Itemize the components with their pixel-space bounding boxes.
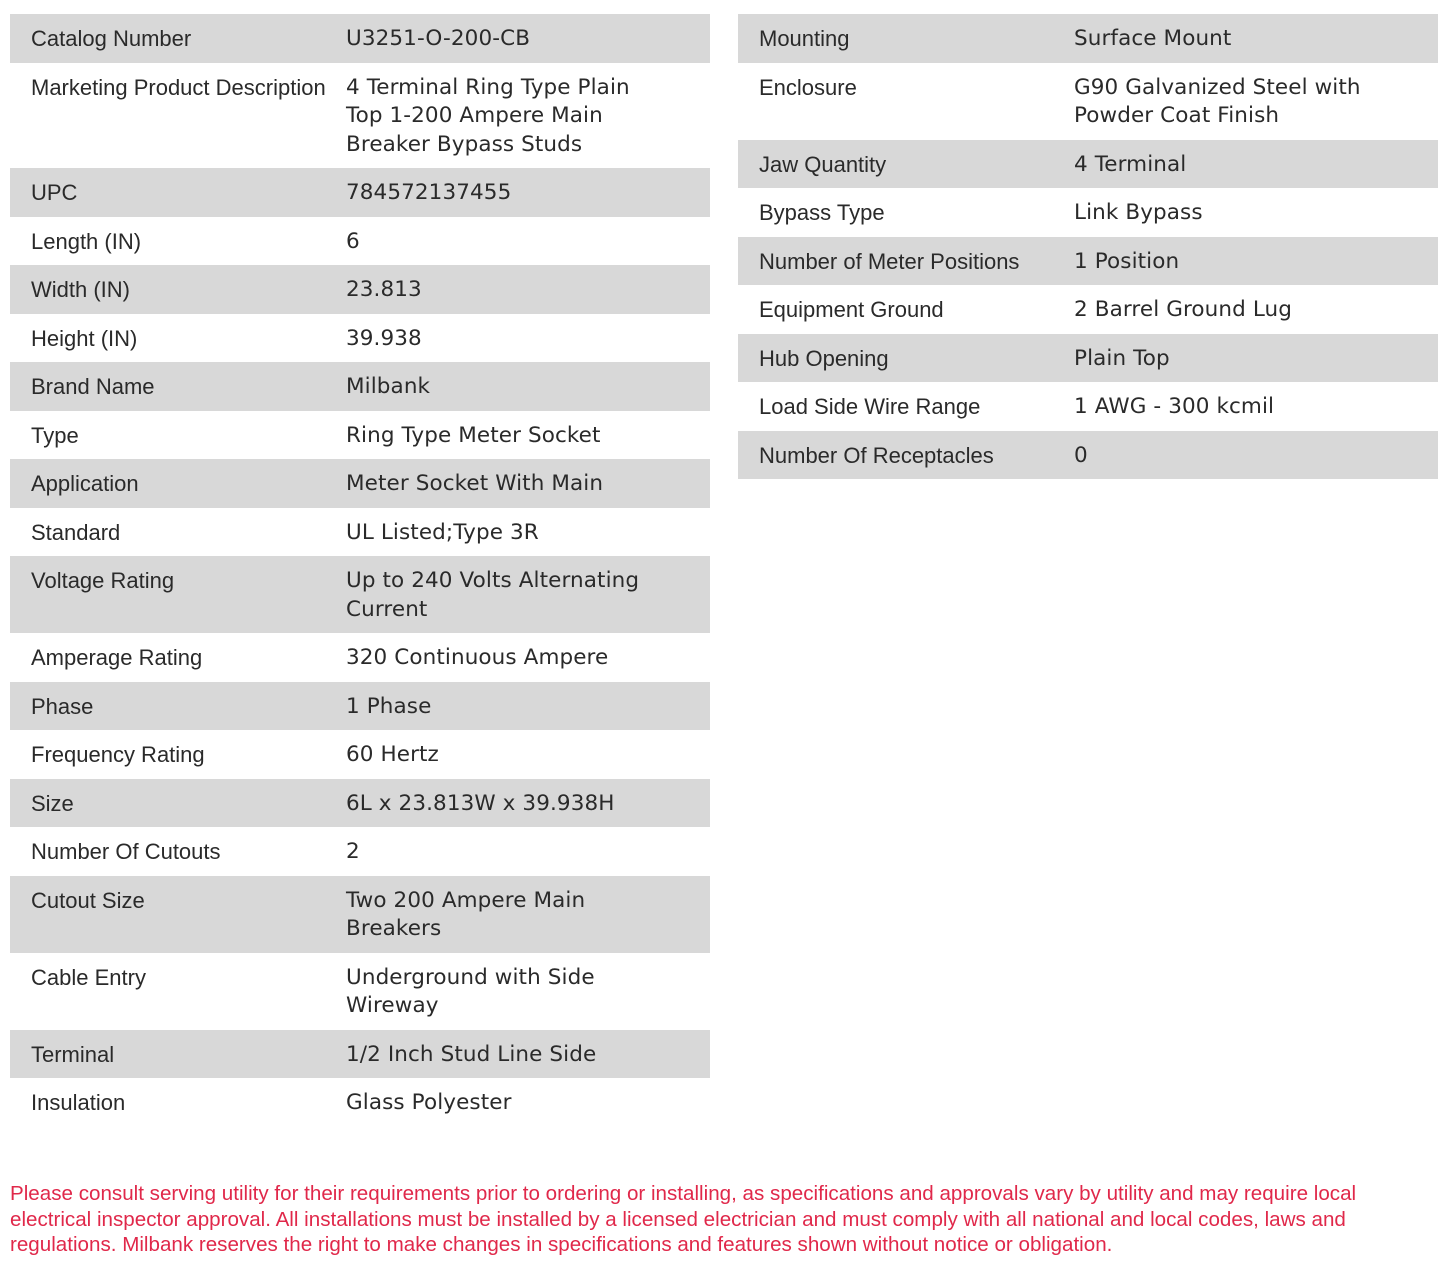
spec-row-hub-opening xyxy=(738,334,1438,383)
spec-row-catalog-number xyxy=(10,14,710,63)
spec-label: Enclosure xyxy=(759,74,857,100)
spec-row-number-of-cutouts xyxy=(10,827,710,876)
spec-label: Catalog Number xyxy=(31,26,192,51)
spec-label: Height (IN) xyxy=(31,325,138,351)
spec-row-insulation xyxy=(10,1078,710,1127)
spec-value: Milbank xyxy=(346,374,431,399)
spec-row-upc xyxy=(10,168,710,217)
spec-value: G90 Galvanized Steel with Powder Coat Finish xyxy=(1074,74,1361,128)
spec-row-number-of-receptacles xyxy=(738,431,1438,480)
spec-row-type xyxy=(10,411,710,460)
spec-label: Width (IN) xyxy=(31,277,130,302)
spec-value: U3251-O-200-CB xyxy=(346,26,531,51)
spec-value: Surface Mount xyxy=(1074,26,1232,51)
spec-value: 23.813 xyxy=(346,277,422,302)
spec-value: Up to 240 Volts Alternating Current xyxy=(346,568,640,622)
spec-row-equipment-ground xyxy=(738,285,1438,334)
spec-label: Length (IN) xyxy=(31,228,142,254)
spec-row-voltage-rating xyxy=(10,556,710,633)
spec-value: Underground with Side Wireway xyxy=(346,964,595,1018)
spec-value: Glass Polyester xyxy=(346,1090,512,1115)
spec-label: Terminal xyxy=(31,1041,115,1067)
spec-row-cutout-size xyxy=(10,876,710,953)
spec-label: Cable Entry xyxy=(31,964,146,990)
spec-row-brand-name xyxy=(10,362,710,411)
spec-value: 6L x 23.813W x 39.938H xyxy=(346,790,615,816)
spec-row-phase xyxy=(10,682,710,731)
spec-row-marketing-description xyxy=(10,63,710,169)
spec-label: Standard xyxy=(31,519,121,545)
spec-label: Type xyxy=(31,422,79,448)
spec-label: Number Of Receptacles xyxy=(759,442,994,468)
spec-row-terminal xyxy=(10,1030,710,1079)
spec-label: Equipment Ground xyxy=(759,297,944,322)
spec-row-jaw-quantity xyxy=(738,140,1438,189)
spec-value: 4 Terminal xyxy=(1074,151,1187,177)
spec-value: 1/2 Inch Stud Line Side xyxy=(346,1041,597,1067)
spec-label: Marketing Product Description xyxy=(31,74,326,100)
spec-value: 1 Phase xyxy=(346,693,432,719)
spec-label: Number of Meter Positions xyxy=(759,248,1020,274)
spec-value: 784572137455 xyxy=(346,180,512,205)
spec-value: Two 200 Ampere Main Breakers xyxy=(346,887,586,941)
spec-value: 39.938 xyxy=(346,325,422,351)
spec-label: Size xyxy=(31,790,74,816)
spec-row-frequency-rating xyxy=(10,730,710,779)
spec-value: 320 Continuous Ampere xyxy=(346,645,609,670)
spec-label: Bypass Type xyxy=(759,200,885,225)
left-spec-table xyxy=(10,14,710,1127)
spec-value: 2 Barrel Ground Lug xyxy=(1074,297,1292,322)
spec-label: UPC xyxy=(31,180,78,205)
spec-label: Load Side Wire Range xyxy=(759,394,981,419)
spec-value: Plain Top xyxy=(1074,345,1170,371)
spec-label: Application xyxy=(31,471,139,496)
spec-row-enclosure xyxy=(738,63,1438,140)
spec-label: Hub Opening xyxy=(759,345,889,371)
spec-value: 6 xyxy=(346,228,360,254)
spec-row-height xyxy=(10,314,710,363)
spec-row-bypass-type xyxy=(738,188,1438,237)
spec-row-meter-positions xyxy=(738,237,1438,286)
spec-row-application xyxy=(10,459,710,508)
spec-label: Amperage Rating xyxy=(31,645,203,670)
spec-label: Brand Name xyxy=(31,374,155,399)
spec-row-cable-entry xyxy=(10,953,710,1030)
spec-label: Voltage Rating xyxy=(31,568,175,593)
spec-label: Mounting xyxy=(759,26,850,51)
spec-value: 1 Position xyxy=(1074,248,1180,274)
spec-value: Meter Socket With Main xyxy=(346,471,604,496)
spec-row-standard xyxy=(10,508,710,557)
disclaimer-notice: Please consult serving utility for their requirements prior to ordering or installing, as specifications and approvals vary by utility and may require local electrical inspector approval. All installations must be installed by a licensed electrician and must comply with all national and local codes, laws and regulations. Milbank reserves the right to make changes in specifications and features shown without notice or obligation. xyxy=(10,1182,1357,1256)
spec-label: Frequency Rating xyxy=(31,742,205,767)
spec-value: UL Listed;Type 3R xyxy=(346,519,539,545)
spec-label: Insulation xyxy=(31,1090,126,1115)
spec-value: 4 Terminal Ring Type Plain Top 1-200 Ampere Main Breaker Bypass Studs xyxy=(346,74,630,157)
spec-row-width xyxy=(10,265,710,314)
spec-value: 0 xyxy=(1074,442,1088,468)
spec-row-length xyxy=(10,217,710,266)
spec-label: Cutout Size xyxy=(31,887,145,913)
right-spec-table xyxy=(738,14,1438,479)
spec-label: Jaw Quantity xyxy=(759,151,887,177)
spec-row-size xyxy=(10,779,710,828)
spec-row-mounting xyxy=(738,14,1438,63)
spec-label: Number Of Cutouts xyxy=(31,839,221,864)
spec-value: Ring Type Meter Socket xyxy=(346,422,601,448)
spec-value: 1 AWG - 300 kcmil xyxy=(1074,394,1275,419)
spec-value: 60 Hertz xyxy=(346,742,439,767)
spec-row-amperage-rating xyxy=(10,633,710,682)
spec-value: 2 xyxy=(346,839,360,864)
spec-row-load-side-wire-range xyxy=(738,382,1438,431)
spec-label: Phase xyxy=(31,693,94,719)
spec-value: Link Bypass xyxy=(1074,200,1203,225)
